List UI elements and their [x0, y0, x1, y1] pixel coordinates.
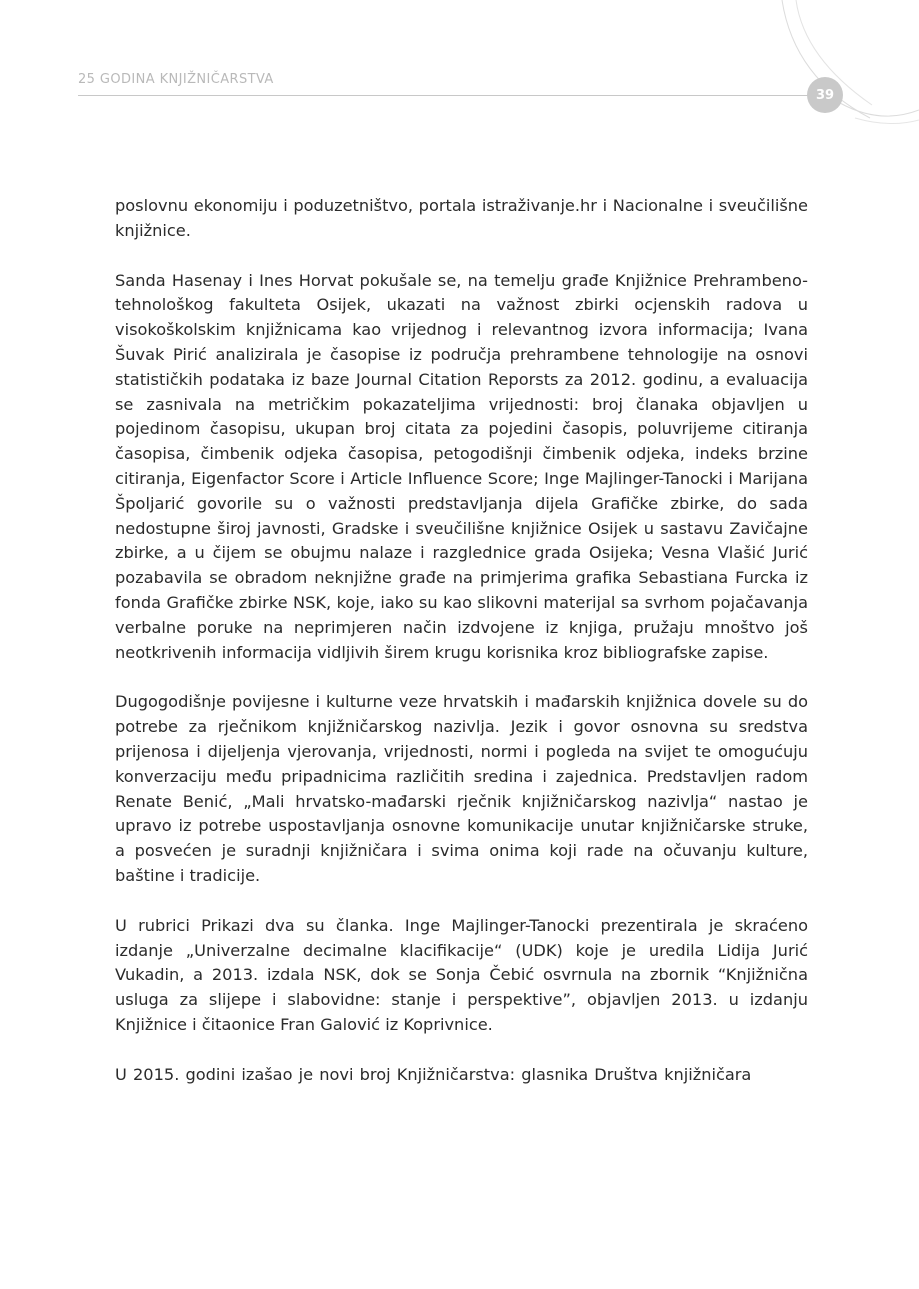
paragraph-2: Sanda Hasenay i Ines Horvat pokušale se, na temelju građe Knjižnice Prehrambeno-tehnološkog fakulteta Osijek, ukazati na važnost zbirki ocjenskih radova u visokoškolskim knjižnicama kao vrijednog i relevantnog izvora informacija; Ivana Šuvak Pirić analizirala je časopise iz područja prehrambene tehnologije na osnovi statističkih podataka iz baze Journal Citation Reporsts za 2012. godinu, a evaluacija se zasnivala na metričkim pokazateljima vrijednosti: broj članaka objavljen u pojedinom časopisu, ukupan broj citata za pojedini časopis, poluvrijeme citiranja časopisa, čimbenik odjeka časopisa, petogodišnji čimbenik odjeka, indeks brzine citiranja, Eigenfactor Score i Article Influence Score; Inge Majlinger-Tanocki i Marijana Špoljarić govorile su o važnosti predstavljanja dijela Grafičke zbirke, do sada nedostupne široj javnosti, Gradske i sveučilišne knjižnice Osijek u sastavu Zavičajne zbirke, a u čijem se obujmu nalaze i razglednice grada Osijeka; Vesna Vlašić Jurić pozabavila se obradom neknjižne građe na primjerima grafika Sebastiana Furcka iz fonda Grafičke zbirke NSK, koje, iako su kao slikovni materijal sa svrhom pojačavanja verbalne poruke na neprimjeren način izdvojene iz knjiga, pružaju mnoštvo još neotkrivenih informacija vidljivih širem krugu korisnika kroz bibliografske zapise.	[115, 270, 808, 662]
paragraph-4: U rubrici Prikazi dva su članka. Inge Majlinger-Tanocki prezentirala je skraćeno izdanje „Univerzalne decimalne klacifikacije“ (UDK) koje je uredila Lidija Jurić Vukadin, a 2013. izdala NSK, dok se Sonja Čebić osvrnula na zbornik “Knjižnična usluga za slijepe i slabovidne: stanje i perspektive”, objavljen 2013. u izdanju Knjižnice i čitaonice Fran Galović iz Koprivnice.	[115, 915, 808, 1034]
article-body	[115, 194, 808, 1088]
page-number-badge: 39	[807, 77, 843, 113]
paragraph-3: Dugogodišnje povijesne i kulturne veze hrvatskih i mađarskih knjižnica dovele su do potrebe za rječnikom knjižničarskog nazivlja. Jezik i govor osnovna su sredstva prijenosa i dijeljenja vjerovanja, vrijednosti, normi i pogleda na svijet te omogućuju konverzaciju među pripadnicima različitih sredina i zajednica. Predstavljen radom Renate Benić, „Mali hrvatsko-mađarski rječnik knjižničarskog nazivlja“ nastao je upravo iz potrebe uspostavljanja osnovne komunikacije unutar knjižničarske struke, a posvećen je suradnji knjižničara i svima onima koji rade na očuvanju kulture, baštine i tradicije.	[115, 692, 808, 885]
running-header-title: 25 GODINA KNJIŽNIČARSTVA	[78, 72, 274, 87]
paragraph-1: poslovnu ekonomiju i poduzetništvo, portala istraživanje.hr i Nacionalne i sveučilišne knjižnice.	[115, 196, 808, 240]
header-divider	[78, 95, 813, 96]
paragraph-5: U 2015. godini izašao je novi broj Knjižničarstva: glasnika Društva knjižničara	[115, 1064, 752, 1084]
decorative-arcs	[760, 0, 919, 130]
